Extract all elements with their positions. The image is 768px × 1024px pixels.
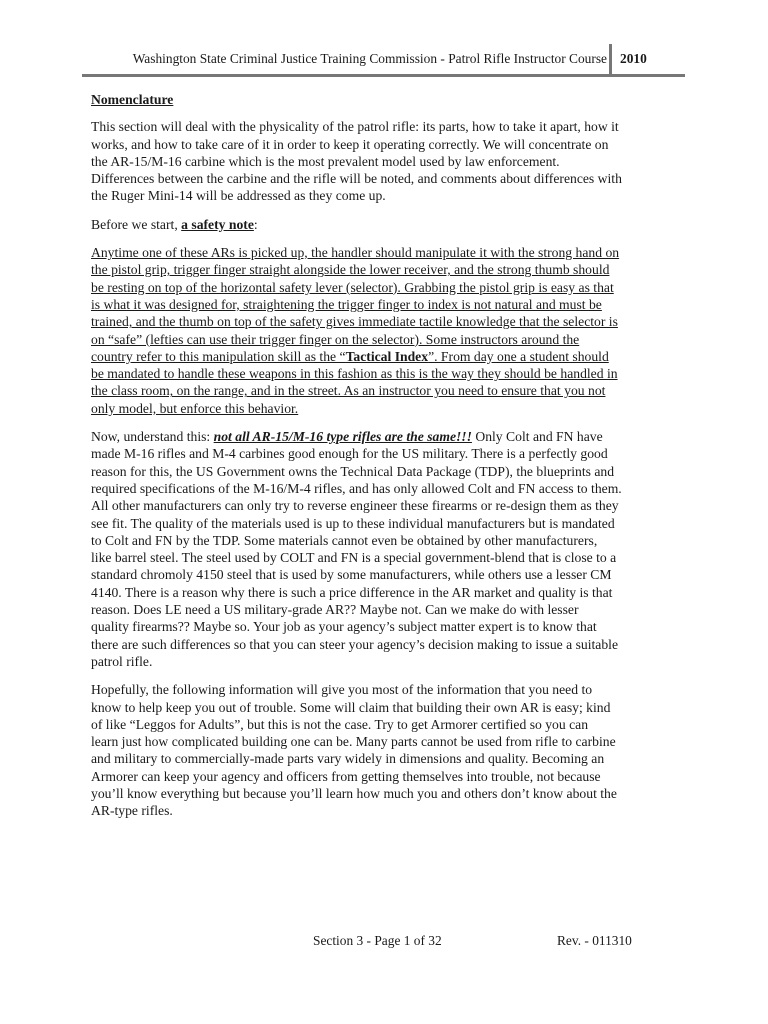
safety-line: Anytime one of these ARs is picked up, the handler should manipulate it with the strong hand on [91, 245, 620, 261]
intro-line: the AR-15/M-16 carbine which is the most prevalent model used by law enforcement. [91, 153, 560, 169]
safety-line: on “safe” (lefties can use their trigger finger on the selector). Some instructors around the [91, 331, 580, 347]
hopefully-line: AR-type rifles. [91, 803, 173, 819]
understand-line: there are such differences so that you can steer your agency’s decision making to issue a suitable [91, 636, 619, 652]
hopefully-line: you’ll know everything but because you’ll learn how much you and others don’t know about the [91, 785, 617, 801]
understand-paragraph [91, 428, 691, 670]
tactical-index-before: country refer to this manipulation skill as the “ [91, 348, 346, 364]
hopefully-line: Armorer can keep your agency and officers from getting themselves into trouble, not because [91, 768, 601, 784]
safety-line: the pistol grip, trigger finger straight alongside the lower receiver, and the strong thumb should [91, 262, 610, 278]
safety-line: the class room, on the range, and in the street. As an instructor you need to ensure that you not [91, 383, 606, 399]
footer-page-number: Section 3 - Page 1 of 32 [313, 933, 442, 948]
understand-lead: Now, understand this: [91, 429, 214, 445]
safety-line: be resting on top of the horizontal safety lever (selector). Grabbing the pistol grip is easy as that [91, 279, 614, 295]
intro-paragraph [91, 118, 691, 204]
understand-line: quality firearms?? Maybe so. Your job as your agency’s subject matter expert is to know that [91, 619, 597, 635]
tactical-index-after: ”. From day one a student should [428, 348, 609, 364]
hopefully-line: and military to commercially-made parts vary widely in dimensions and quality. Becoming an [91, 751, 605, 767]
safety-line: trained, and the thumb on top of the safety gives immediate tactile knowledge that the selector is [91, 314, 618, 330]
intro-line: Differences between the carbine and the rifle will be noted, and comments about differences with [91, 171, 622, 187]
understand-first-line [91, 428, 691, 445]
header-divider [609, 44, 612, 74]
understand-line: reason. Does LE need a US military-grade AR?? Maybe not. Can we make do with lesser [91, 602, 579, 618]
understand-line: made M-16 rifles and M-4 carbines good enough for the US military. There is a perfectly good [91, 446, 608, 462]
document-body [91, 91, 691, 831]
header-title: Washington State Criminal Justice Training Commission - Patrol Rifle Instructor Course [132, 51, 607, 66]
section-title-paragraph [91, 91, 691, 108]
understand-line: to Colt and FN by the TDP. Some materials cannot even be obtained by other manufacturers, [91, 532, 598, 548]
safety-note-emphasis: a safety note [181, 216, 254, 232]
understand-emphasis: not all AR-15/M-16 type rifles are the same!!! [213, 429, 472, 445]
understand-line: required specifications of the M-16/M-4 rifles, and has only allowed Colt and FN access to them. [91, 480, 622, 496]
hopefully-paragraph [91, 681, 691, 819]
footer-revision: Rev. - 011310 [557, 933, 632, 948]
safety-line: is what it was designed for, straightening the trigger finger to index is not natural and must be [91, 296, 602, 312]
safety-note-suffix: : [253, 216, 258, 232]
understand-line: All other manufacturers can only try to reverse engineer these firearms or re-design them as they [91, 498, 619, 514]
hopefully-line: learn just how complicated building one can be. Many parts cannot be used from rifle to carbine [91, 734, 616, 750]
safety-line: be mandated to handle these weapons in this fashion as this is the way they should be handled in [91, 366, 618, 382]
safety-note-intro [91, 216, 691, 233]
intro-line: the Ruger Mini-14 will be addressed as they come up. [91, 188, 386, 204]
safety-paragraph [91, 244, 691, 417]
intro-line: works, and how to take care of it in order to keep it operating correctly. We will concentrate on [91, 136, 609, 152]
safety-line: only model, but enforce this behavior. [91, 400, 299, 416]
intro-line: This section will deal with the physicality of the patrol rifle: its parts, how to take it apart, how it [91, 119, 619, 135]
safety-line-tactical-index [91, 348, 691, 365]
tactical-index-term: Tactical Index [345, 348, 429, 364]
hopefully-line: of like “Leggos for Adults”, but this is not the case. Try to get Armorer certified so you can [91, 716, 589, 732]
understand-line: reason for this, the US Government owns the Technical Data Package (TDP), the blueprints and [91, 463, 615, 479]
understand-trail: Only Colt and FN have [471, 429, 603, 445]
page-header [82, 44, 685, 77]
hopefully-line: know to help keep you out of trouble. Some will claim that building their own AR is easy; kind [91, 699, 611, 715]
header-year: 2010 [620, 51, 647, 66]
hopefully-line: Hopefully, the following information will give you most of the information that you need to [91, 682, 593, 698]
safety-note-prefix: Before we start, [91, 216, 182, 232]
understand-line: 4140. There is a reason why there is such a price difference in the AR market and quality is that [91, 584, 613, 600]
understand-line: standard chromoly 4150 steel that is used by some manufacturers, while others use a lesser CM [91, 567, 612, 583]
understand-line: patrol rifle. [91, 653, 153, 669]
understand-line: see fit. The quality of the materials used is up to these individual manufacturers but is mandated [91, 515, 615, 531]
understand-line: like barrel steel. The steel used by COLT and FN is a special government-blend that is close to a [91, 550, 617, 566]
section-title: Nomenclature [91, 92, 174, 107]
